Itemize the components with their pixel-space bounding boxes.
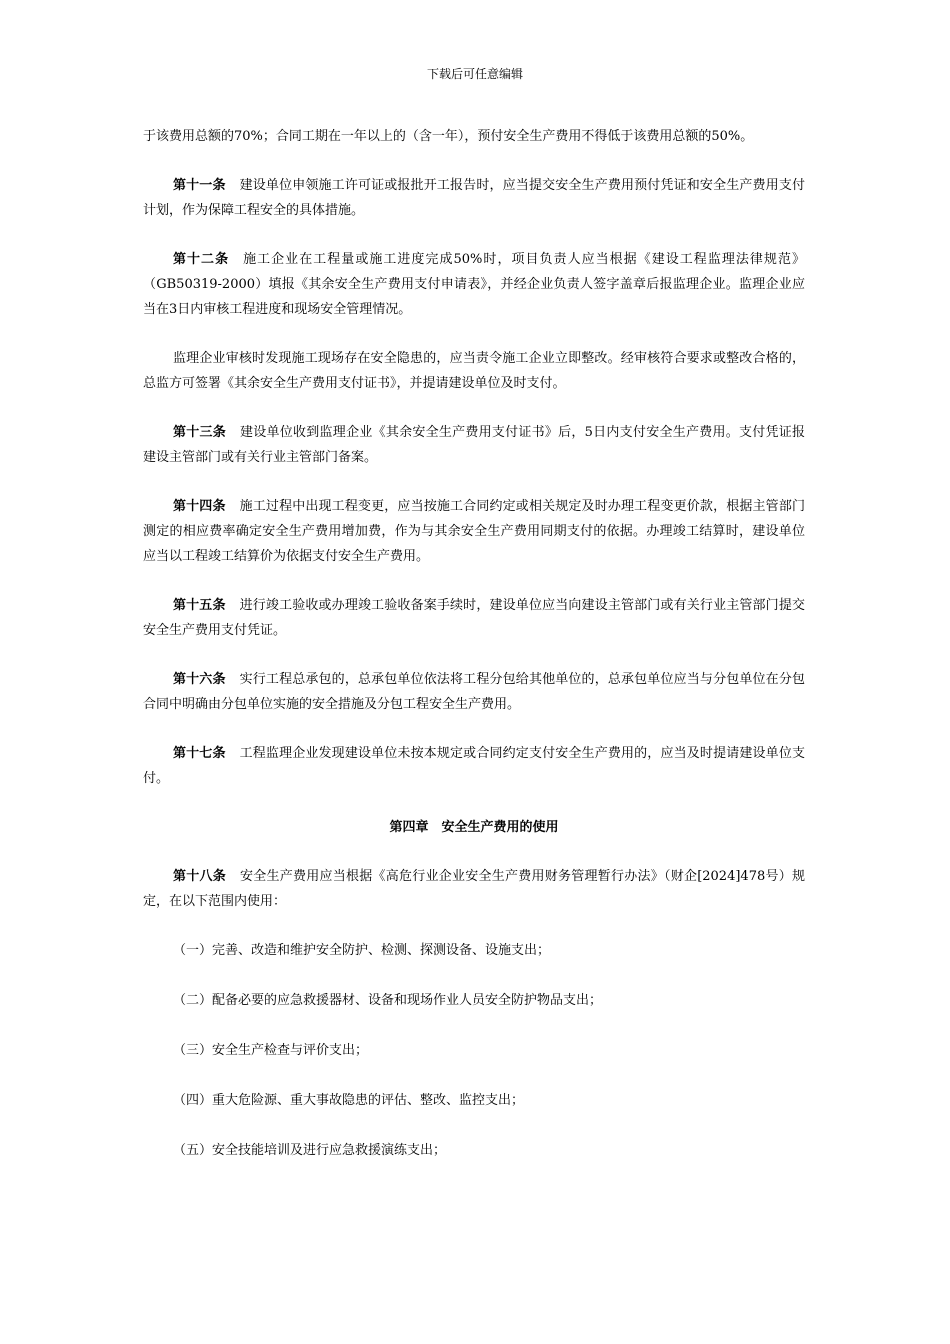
article-12 xyxy=(143,247,805,322)
paragraph-text: 实行工程总承包的，总承包单位依法将工程分包给其他单位的，总承包单位应当与分包单位在分包合同中明确由分包单位实施的安全措施及分包工程安全生产费用。 xyxy=(143,672,805,712)
paragraph-text: 施工企业在工程量或施工进度完成50%时，项目负责人应当根据《建设工程监理法律规范》（GB50319-2000）填报《其余安全生产费用支付申请表》，并经企业负责人签字盖章后报监理企业。监理企业应当在3日内审核工程进度和现场安全管理情况。 xyxy=(143,252,805,317)
article-number: 第十一条 xyxy=(173,178,226,193)
page-header: 下载后可任意编辑 xyxy=(426,67,523,81)
article-number: 第十三条 xyxy=(173,425,227,440)
article-13 xyxy=(143,420,805,470)
list-item: （四）重大危险源、重大事故隐患的评估、整改、监控支出； xyxy=(173,1093,525,1108)
article-12-paragraph-2 xyxy=(143,346,805,396)
paragraph-text: 安全生产费用应当根据《高危行业企业安全生产费用财务管理暂行办法》（财企[2024]478号）规定，在以下范围内使用： xyxy=(143,869,805,909)
list-item: （五）安全技能培训及进行应急救援演练支出； xyxy=(173,1143,447,1158)
article-number: 第十五条 xyxy=(173,598,226,613)
chapter-heading: 第四章 安全生产费用的使用 xyxy=(389,820,559,835)
article-17 xyxy=(143,741,805,791)
article-16 xyxy=(143,667,805,717)
paragraph-text: 建设单位申领施工许可证或报批开工报告时，应当提交安全生产费用预付凭证和安全生产费用支付计划，作为保障工程安全的具体措施。 xyxy=(143,178,805,218)
paragraph-continuation xyxy=(143,124,805,149)
article-15 xyxy=(143,593,805,643)
paragraph-text: 进行竣工验收或办理竣工验收备案手续时，建设单位应当向建设主管部门或有关行业主管部门提交安全生产费用支付凭证。 xyxy=(143,598,805,638)
list-item: （一）完善、改造和维护安全防护、检测、探测设备、设施支出； xyxy=(173,943,551,958)
article-14 xyxy=(143,494,805,569)
article-11 xyxy=(143,173,805,223)
list-item: （三）安全生产检查与评价支出； xyxy=(173,1043,369,1058)
article-18 xyxy=(143,864,805,914)
article-number: 第十八条 xyxy=(173,869,226,884)
article-number: 第十四条 xyxy=(173,499,226,514)
paragraph-text: 建设单位收到监理企业《其余安全生产费用支付证书》后，5日内支付安全生产费用。支付凭证报建设主管部门或有关行业主管部门备案。 xyxy=(143,425,805,465)
article-number: 第十二条 xyxy=(173,252,230,267)
article-number: 第十六条 xyxy=(173,672,226,687)
list-item: （二）配备必要的应急救援器材、设备和现场作业人员安全防护物品支出； xyxy=(173,993,603,1008)
article-number: 第十七条 xyxy=(173,746,226,761)
paragraph-text: 于该费用总额的70%；合同工期在一年以上的（含一年），预付安全生产费用不得低于该费用总额的50%。 xyxy=(143,129,754,144)
paragraph-text: 监理企业审核时发现施工现场存在安全隐患的，应当责令施工企业立即整改。经审核符合要求或整改合格的，总监方可签署《其余安全生产费用支付证书》，并提请建设单位及时支付。 xyxy=(143,351,805,391)
paragraph-text: 工程监理企业发现建设单位未按本规定或合同约定支付安全生产费用的，应当及时提请建设单位支付。 xyxy=(143,746,805,786)
paragraph-text: 施工过程中出现工程变更，应当按施工合同约定或相关规定及时办理工程变更价款，根据主管部门测定的相应费率确定安全生产费用增加费，作为与其余安全生产费用同期支付的依据。办理竣工结算时，建设单位应当以工程竣工结算价为依据支付安全生产费用。 xyxy=(143,499,805,564)
document-body xyxy=(143,124,805,1188)
